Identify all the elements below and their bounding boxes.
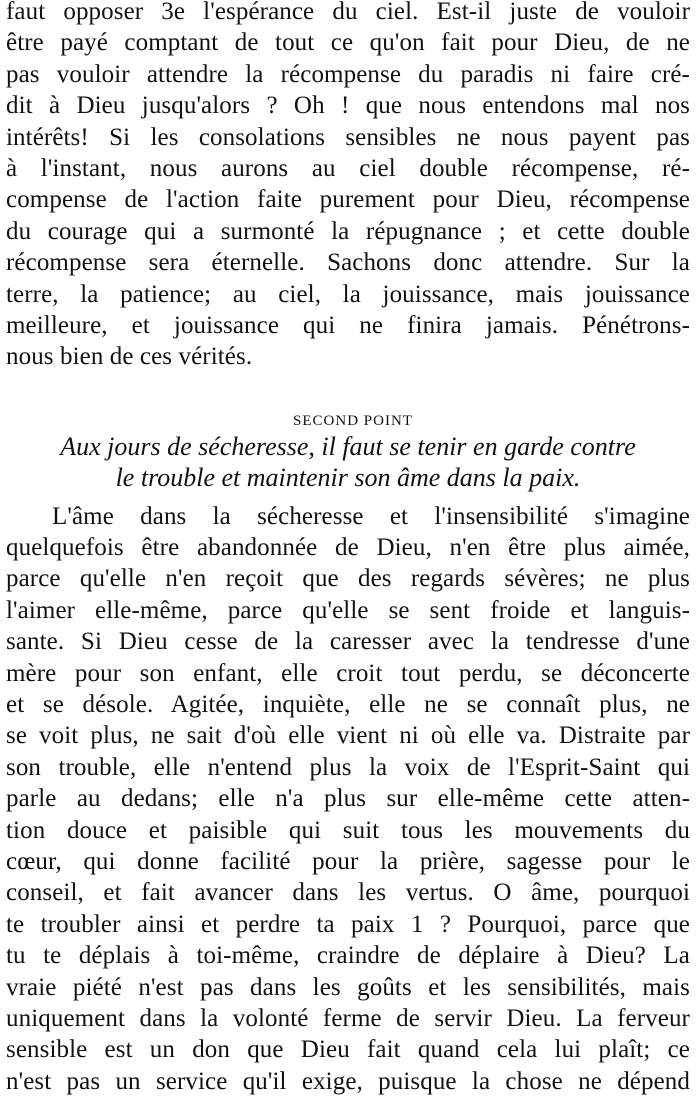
text-line: et se désole. Agitée, inquiète, elle ne se connaît plus, ne xyxy=(6,691,690,719)
text-line: tion douce et paisible qui suit tous les mouvements du xyxy=(6,816,690,844)
section-heading: SECOND POINT xyxy=(293,412,413,429)
text-line: uniquement dans la volonté ferme de servir Dieu. La ferveur xyxy=(6,1004,690,1032)
text-line: récompense sera éternelle. Sachons donc attendre. Sur la xyxy=(6,249,690,277)
text-line: te troubler ainsi et perdre ta paix 1 ? Pourquoi, parce que xyxy=(6,910,690,938)
text-line: L'âme dans la sécheresse et l'insensibilité s'imagine xyxy=(52,502,690,530)
text-line: terre, la patience; au ciel, la jouissance, mais jouissance xyxy=(6,280,690,308)
text-line: faut opposer 3e l'espérance du ciel. Est-il juste de vouloir xyxy=(6,0,690,25)
text-line: sante. Si Dieu cesse de la caresser avec la tendresse d'une xyxy=(6,628,690,656)
text-line: intérêts! Si les consolations sensibles ne nous payent pas xyxy=(6,123,690,151)
section-gap xyxy=(6,373,690,409)
text-line: à l'instant, nous aurons au ciel double récompense, ré- xyxy=(6,154,690,182)
text-line: mère pour son enfant, elle croit tout perdu, se déconcerte xyxy=(6,659,690,687)
paragraph-second xyxy=(6,501,690,1097)
text-line: conseil, et fait avancer dans les vertus. O âme, pourquoi xyxy=(6,879,690,907)
text-line: parce qu'elle n'en reçoit que des regards sévères; ne plus xyxy=(6,565,690,593)
text-line: cœur, qui donne facilité pour la prière, sagesse pour le xyxy=(6,847,690,875)
text-line: l'aimer elle-même, parce qu'elle se sent froide et languis- xyxy=(6,596,690,624)
text-line: dit à Dieu jusqu'alors ? Oh ! que nous entendons mal nos xyxy=(6,92,690,120)
text-line: son trouble, elle n'entend plus la voix de l'Esprit-Saint qui xyxy=(6,753,690,781)
text-line: meilleure, et jouissance qui ne finira jamais. Pénétrons- xyxy=(6,311,690,339)
text-line: tu te déplais à toi-même, craindre de déplaire à Dieu? La xyxy=(6,942,690,970)
book-page xyxy=(6,0,690,1097)
text-line: nous bien de ces vérités. xyxy=(6,343,253,371)
section-gap xyxy=(6,493,690,501)
subtitle-line: le trouble et maintenir son âme dans la paix. xyxy=(115,462,581,492)
text-line: vraie piété n'est pas dans les goûts et les sensibilités, mais xyxy=(6,973,690,1001)
text-line: se voit plus, ne sait d'où elle vient ni où elle va. Distraite par xyxy=(6,722,690,750)
text-line: être payé comptant de tout ce qu'on fait pour Dieu, de ne xyxy=(6,29,690,57)
text-line: sensible est un don que Dieu fait quand cela lui plaît; ce xyxy=(6,1036,690,1064)
text-line: compense de l'action faite purement pour Dieu, récompense xyxy=(6,186,690,214)
text-line: quelquefois être abandonnée de Dieu, n'en être plus aimée, xyxy=(6,534,690,562)
text-line: parle au dedans; elle n'a plus sur elle-même cette atten- xyxy=(6,785,690,813)
paragraph-first xyxy=(6,0,690,373)
section-subtitle xyxy=(6,431,690,493)
text-line: pas vouloir attendre la récompense du paradis ni faire cré- xyxy=(6,60,690,88)
text-line: n'est pas un service qu'il exige, puisque la chose ne dépend xyxy=(6,1067,690,1095)
subtitle-line: Aux jours de sécheresse, il faut se tenir en garde contre xyxy=(60,431,636,461)
text-line: du courage qui a surmonté la répugnance ; et cette double xyxy=(6,217,690,245)
